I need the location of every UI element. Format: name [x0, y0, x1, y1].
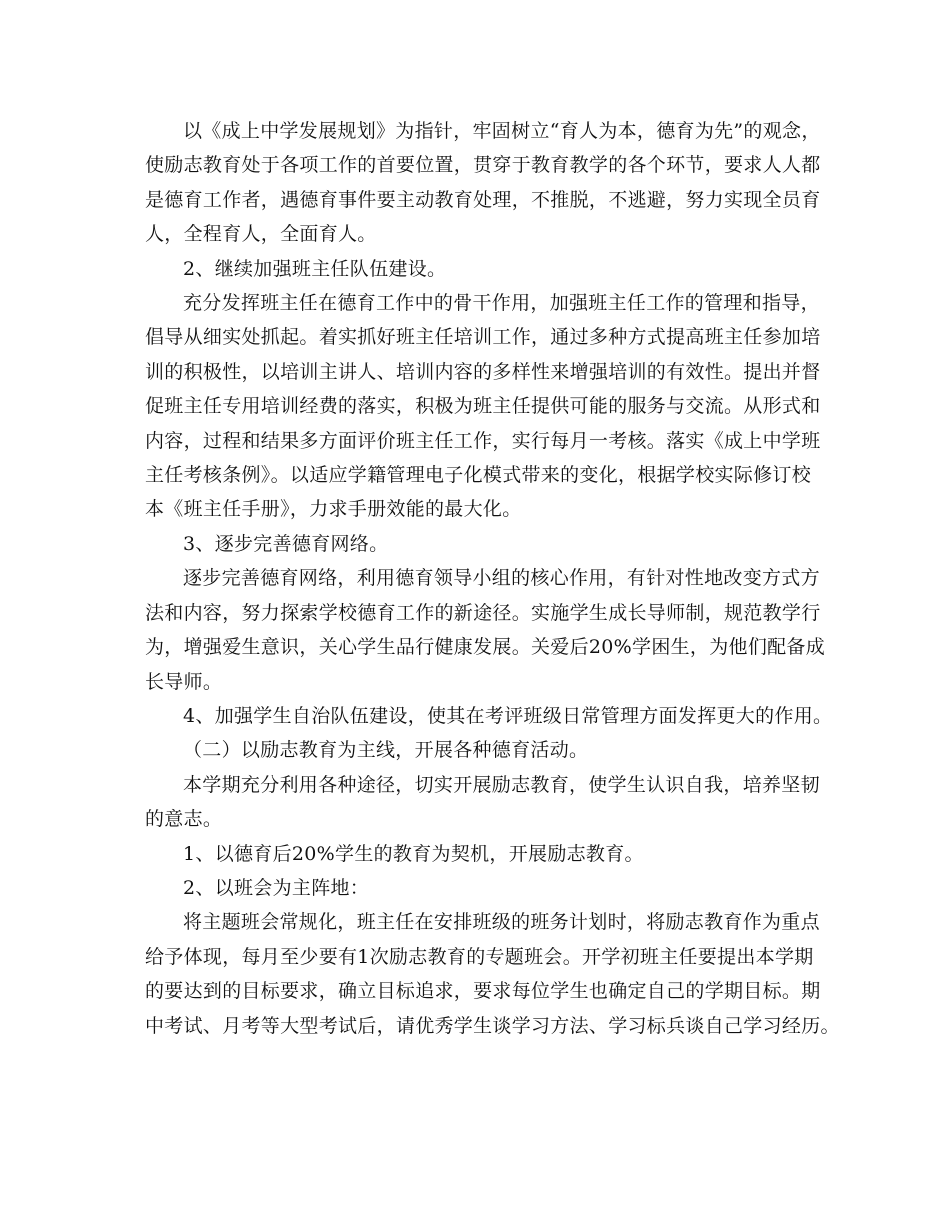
- text-line: 将主题班会常规化，班主任在安排班级的班务计划时，将励志教育作为重点: [183, 911, 820, 934]
- text-line: 法和内容，努力探索学校德育工作的新途径。实施学生成长导师制，规范教学行: [145, 601, 821, 624]
- paragraph-1: [145, 114, 835, 252]
- text-line: 本学期充分利用各种途径，切实开展励志教育，使学生认识自我，培养坚韧: [183, 773, 820, 796]
- text-line: 逐步完善德育网络，利用德育领导小组的核心作用，有针对性地改变方式方: [183, 567, 820, 590]
- text-line: （二）以励志教育为主线，开展各种德育活动。: [183, 739, 589, 762]
- paragraph-4: [145, 768, 835, 837]
- document-body: [145, 114, 840, 1043]
- paragraph-2: [145, 286, 835, 527]
- section-heading-part-2: [145, 733, 835, 767]
- text-line: 主任考核条例》。以适应学籍管理电子化模式带来的变化，根据学校实际修订校: [145, 464, 812, 487]
- text-line: 的意志。: [145, 808, 223, 831]
- text-line: 给予体现，每月至少要有1次励志教育的专题班会。开学初班主任要提出本学期: [145, 945, 814, 968]
- text-line: 人，全程育人，全面育人。: [145, 223, 377, 246]
- text-line: 充分发挥班主任在德育工作中的骨干作用，加强班主任工作的管理和指导，: [183, 292, 820, 315]
- text-line: 促班主任专用培训经费的落实，积极为班主任提供可能的服务与交流。从形式和: [145, 395, 821, 418]
- section-heading-3: [145, 527, 835, 561]
- list-item-2: [145, 871, 835, 905]
- text-line: 以《成上中学发展规划》为指针，牢固树立“育人为本，德育为先”的观念，: [183, 120, 821, 142]
- text-line: 3、逐步完善德育网络。: [183, 532, 389, 555]
- text-line: 的要达到的目标要求，确立目标追求，要求每位学生也确定自己的学期目标。期: [145, 980, 821, 1003]
- text-line: 长导师。: [145, 670, 223, 693]
- section-heading-4: [145, 699, 835, 733]
- text-line: 本《班主任手册》，力求手册效能的最大化。: [145, 498, 522, 521]
- text-line: 1、以德育后20%学生的教育为契机，开展励志教育。: [183, 842, 644, 865]
- section-heading-2: [145, 252, 835, 286]
- text-line: 2、继续加强班主任队伍建设。: [183, 257, 447, 280]
- paragraph-5: [145, 905, 840, 1043]
- text-line: 中考试、月考等大型考试后，请优秀学生谈学习方法、学习标兵谈自己学习经历。: [145, 1014, 840, 1037]
- text-line: 为，增强爱生意识，关心学生品行健康发展。关爱后20%学困生，为他们配备成: [145, 636, 826, 659]
- text-line: 倡导从细实处抓起。着实抓好班主任培训工作，通过多种方式提高班主任参加培: [145, 326, 821, 349]
- text-line: 是德育工作者，遇德育事件要主动教育处理，不推脱，不逃避，努力实现全员育: [145, 188, 821, 211]
- text-line: 4、加强学生自治队伍建设，使其在考评班级日常管理方面发挥更大的作用。: [183, 704, 833, 727]
- text-line: 2、以班会为主阵地：: [183, 876, 370, 899]
- text-line: 训的积极性，以培训主讲人、培训内容的多样性来增强培训的有效性。提出并督: [145, 360, 821, 383]
- text-line: 使励志教育处于各项工作的首要位置，贯穿于教育教学的各个环节，要求人人都: [145, 154, 821, 177]
- paragraph-3: [145, 561, 835, 699]
- text-line: 内容，过程和结果多方面评价班主任工作，实行每月一考核。落实《成上中学班: [145, 429, 821, 452]
- list-item-1: [145, 837, 835, 871]
